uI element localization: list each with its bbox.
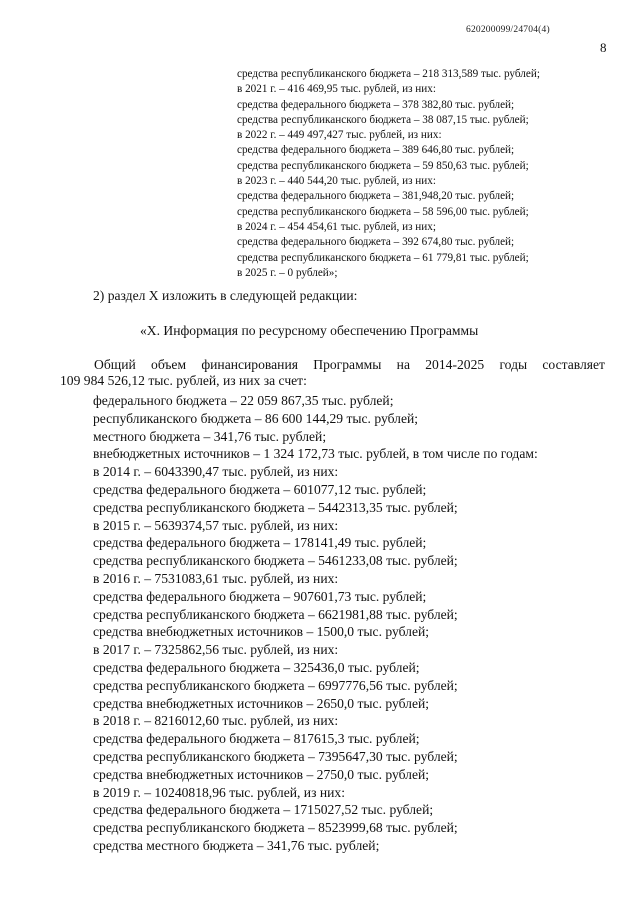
text-line: средства республиканского бюджета – 6621981,88 тыс. рублей;: [93, 606, 458, 622]
text-line: средства федерального бюджета – 178141,49 тыс. рублей;: [93, 535, 427, 551]
text-line: в 2016 г. – 7531083,61 тыс. рублей, из них:: [93, 570, 339, 586]
page-number: 8: [600, 40, 607, 55]
paragraph-first-line: Общий объем финансирования Программы на 2014-2025 годы составляет: [94, 357, 605, 372]
text-line: в 2025 г. – 0 рублей»;: [237, 266, 338, 279]
text-line: в 2024 г. – 454 454,61 тыс. рублей, из них;: [237, 220, 436, 233]
text-line: средства республиканского бюджета – 218 313,589 тыс. рублей;: [237, 68, 540, 80]
text-line: средства республиканского бюджета – 58 596,00 тыс. рублей;: [237, 205, 529, 218]
text-line: республиканского бюджета – 86 600 144,29 тыс. рублей;: [93, 410, 419, 426]
text-line: местного бюджета – 341,76 тыс. рублей;: [93, 428, 327, 444]
text-line: средства федерального бюджета – 907601,73 тыс. рублей;: [93, 588, 427, 604]
text-line: средства республиканского бюджета – 5461233,08 тыс. рублей;: [93, 553, 458, 569]
text-line: средства местного бюджета – 341,76 тыс. рублей;: [93, 837, 380, 853]
text-line: средства республиканского бюджета – 38 087,15 тыс. рублей;: [237, 113, 529, 126]
text-line: средства федерального бюджета – 601077,12 тыс. рублей;: [93, 481, 427, 497]
text-line: в 2021 г. – 416 469,95 тыс. рублей, из них:: [237, 83, 436, 96]
section-heading: «X. Информация по ресурсному обеспечению Программы: [140, 323, 479, 338]
text-line: в 2017 г. – 7325862,56 тыс. рублей, из них:: [93, 642, 339, 658]
text-line: средства внебюджетных источников – 2750,0 тыс. рублей;: [93, 766, 430, 782]
text-line: средства республиканского бюджета – 8523999,68 тыс. рублей;: [93, 820, 458, 836]
text-line: средства республиканского бюджета – 5442313,35 тыс. рублей;: [93, 499, 458, 515]
text-line: в 2014 г. – 6043390,47 тыс. рублей, из них:: [93, 464, 339, 480]
text-line: средства внебюджетных источников – 2650,0 тыс. рублей;: [93, 695, 430, 711]
text-line: средства федерального бюджета – 1715027,52 тыс. рублей;: [93, 802, 434, 818]
text-line: в 2022 г. – 449 497,427 тыс. рублей, из них:: [237, 129, 442, 142]
text-line: средства республиканского бюджета – 6997776,56 тыс. рублей;: [93, 677, 458, 693]
text-line: федерального бюджета – 22 059 867,35 тыс. рублей;: [93, 393, 394, 408]
amendment-item: 2) раздел X изложить в следующей редакции:: [93, 288, 358, 303]
text-line: в 2023 г. – 440 544,20 тыс. рублей, из них:: [237, 175, 436, 188]
text-line: средства федерального бюджета – 381,948,20 тыс. рублей;: [237, 190, 515, 203]
paragraph-continuation: 109 984 526,12 тыс. рублей, из них за счет:: [60, 373, 307, 388]
text-line: средства федерального бюджета – 325436,0 тыс. рублей;: [93, 659, 420, 675]
text-line: в 2015 г. – 5639374,57 тыс. рублей, из них:: [93, 517, 339, 533]
text-line: средства федерального бюджета – 389 646,80 тыс. рублей;: [237, 144, 515, 157]
top-funding-block: [237, 67, 597, 281]
document-id: 620200099/24704(4): [466, 25, 550, 35]
text-line: внебюджетных источников – 1 324 172,73 тыс. рублей, в том числе по годам:: [93, 446, 538, 462]
text-line: средства республиканского бюджета – 59 850,63 тыс. рублей;: [237, 159, 529, 172]
text-line: средства внебюджетных источников – 1500,0 тыс. рублей;: [93, 624, 430, 640]
text-line: средства республиканского бюджета – 61 779,81 тыс. рублей;: [237, 251, 529, 264]
funding-by-year-list: [93, 392, 613, 855]
text-line: средства федерального бюджета – 378 382,80 тыс. рублей;: [237, 98, 515, 111]
text-line: в 2019 г. – 10240818,96 тыс. рублей, из них:: [93, 784, 345, 800]
text-line: средства федерального бюджета – 392 674,80 тыс. рублей;: [237, 236, 515, 249]
text-line: средства федерального бюджета – 817615,3 тыс. рублей;: [93, 731, 420, 747]
text-line: средства республиканского бюджета – 7395647,30 тыс. рублей;: [93, 748, 458, 764]
text-line: в 2018 г. – 8216012,60 тыс. рублей, из них:: [93, 713, 339, 729]
